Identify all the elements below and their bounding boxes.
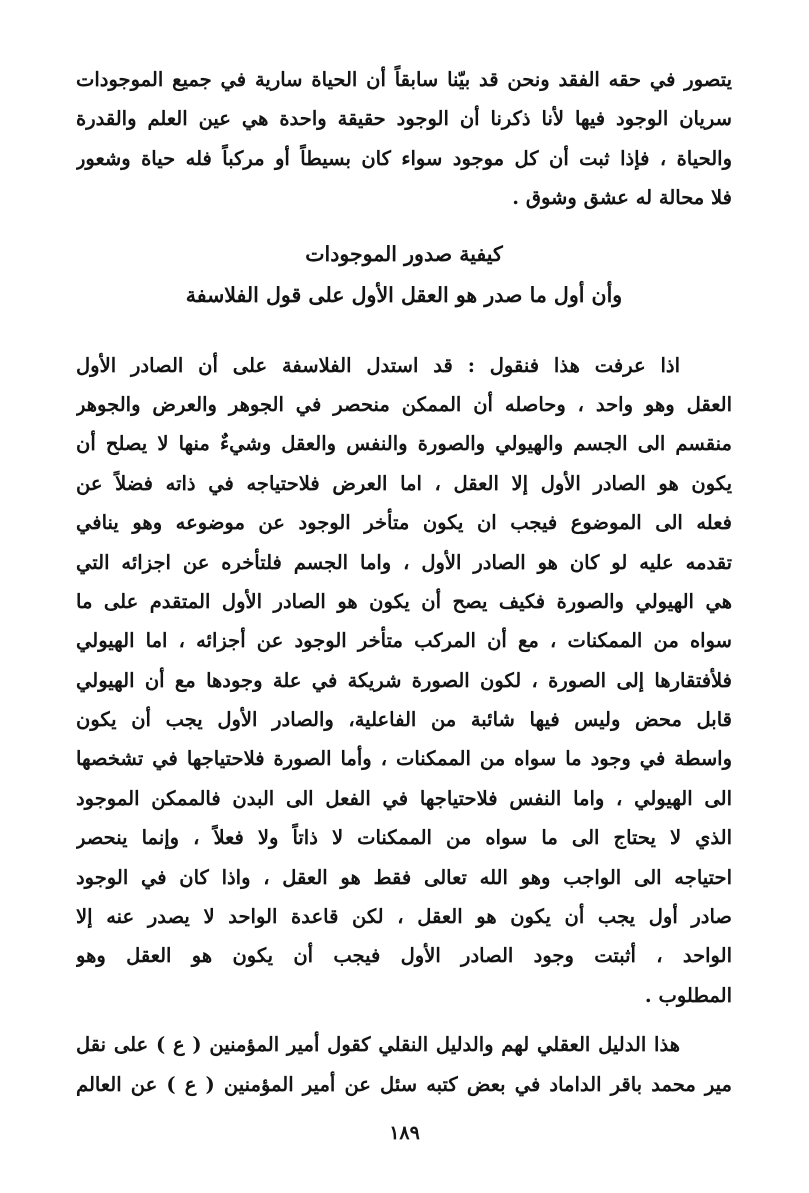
text-line: سواه من الممكنات ، مع أن المركب متأخر الوجود عن أجزائه ، اما الهيولي [76,629,732,653]
text-line: الى الهيولي ، واما النفس فلاحتياجها في الفعل الى البدن فالممكن الموجود [76,786,732,810]
page-number: ١٨٩ [389,1122,420,1144]
paragraph-continuation [76,60,732,218]
section-heading [76,234,732,316]
text-line: فلأفتقارها إلى الصورة ، لكون الصورة شريكة في علة وجودها مع أن الهيولي [76,668,732,692]
text-line: الذي لا يحتاج الى ما سواه من الممكنات لا ذاتاً ولا فعلاً ، وإنما ينحصر [76,826,732,850]
text-line: والحياة ، فإذا ثبت أن كل موجود سواء كان بسيطاً أو مركباً فله حياة وشعور [76,146,732,170]
text-line: مير محمد باقر الداماد في بعض كتبه سئل عن أمير المؤمنين ( ع ) عن العالم [76,1072,732,1096]
text-line: واسطة في وجود ما سواه من الممكنات ، وأما الصورة فلاحتياجها في تشخصها [76,747,732,771]
text-line: قابل محض وليس فيها شائبة من الفاعلية، والصادر الأول يجب أن يكون [76,708,732,732]
paragraph-argument [76,346,732,1016]
text-line: الواحد ، أثبتت وجود الصادر الأول فيجب أن يكون هو العقل وهو [76,944,732,968]
text-line: هذا الدليل العقلي لهم والدليل النقلي كقول أمير المؤمنين ( ع ) على نقل [76,1033,680,1057]
text-line: سريان الوجود فيها لأنا ذكرنا أن الوجود حقيقة واحدة هي عين العلم والقدرة [76,107,732,131]
heading-line-1: كيفية صدور الموجودات [305,241,503,266]
text-line: اذا عرفت هذا فنقول : قد استدل الفلاسفة على أن الصادر الأول [76,353,680,377]
text-line: العقل وهو واحد ، وحاصله أن الممكن منحصر في الجوهر والعرض والجوهر [76,392,732,416]
text-line: يتصور في حقه الفقد ونحن قد بيّنا سابقاً أن الحياة سارية في جميع الموجودات [76,68,732,91]
text-line: منقسم الى الجسم والهيولي والصورة والنفس والعقل وشيءٌ منها لا يصلح أن [76,432,732,456]
text-line: فلا محالة له عشق وشوق . [512,186,732,210]
heading-line-2: وأن أول ما صدر هو العقل الأول على قول الفلاسفة [185,282,623,307]
text-line: صادر أول يجب أن يكون هو العقل ، لكن قاعدة الواحد لا يصدر عنه إلا [76,905,732,929]
paragraph-evidence [76,1025,732,1104]
text-line: يكون هو الصادر الأول إلا العقل ، اما العرض فلاحتياجه في ذاته فضلاً عن [76,471,732,495]
text-line: فعله الى الموضوع فيجب ان يكون متأخر الوجود عن موضوعه وهو ينافي [76,511,732,535]
text-line: المطلوب . [644,983,732,1007]
text-line: هي الهيولي والصورة فكيف يصح أن يكون هو الصادر الأول المتقدم على ما [76,589,732,613]
book-page [76,60,732,1104]
text-line: تقدمه عليه لو كان هو الصادر الأول ، واما الجسم فلتأخره عن اجزائه التي [76,550,732,574]
text-line: احتياجه الى الواجب وهو الله تعالى فقط هو العقل ، واذا كان في الوجود [76,865,732,889]
